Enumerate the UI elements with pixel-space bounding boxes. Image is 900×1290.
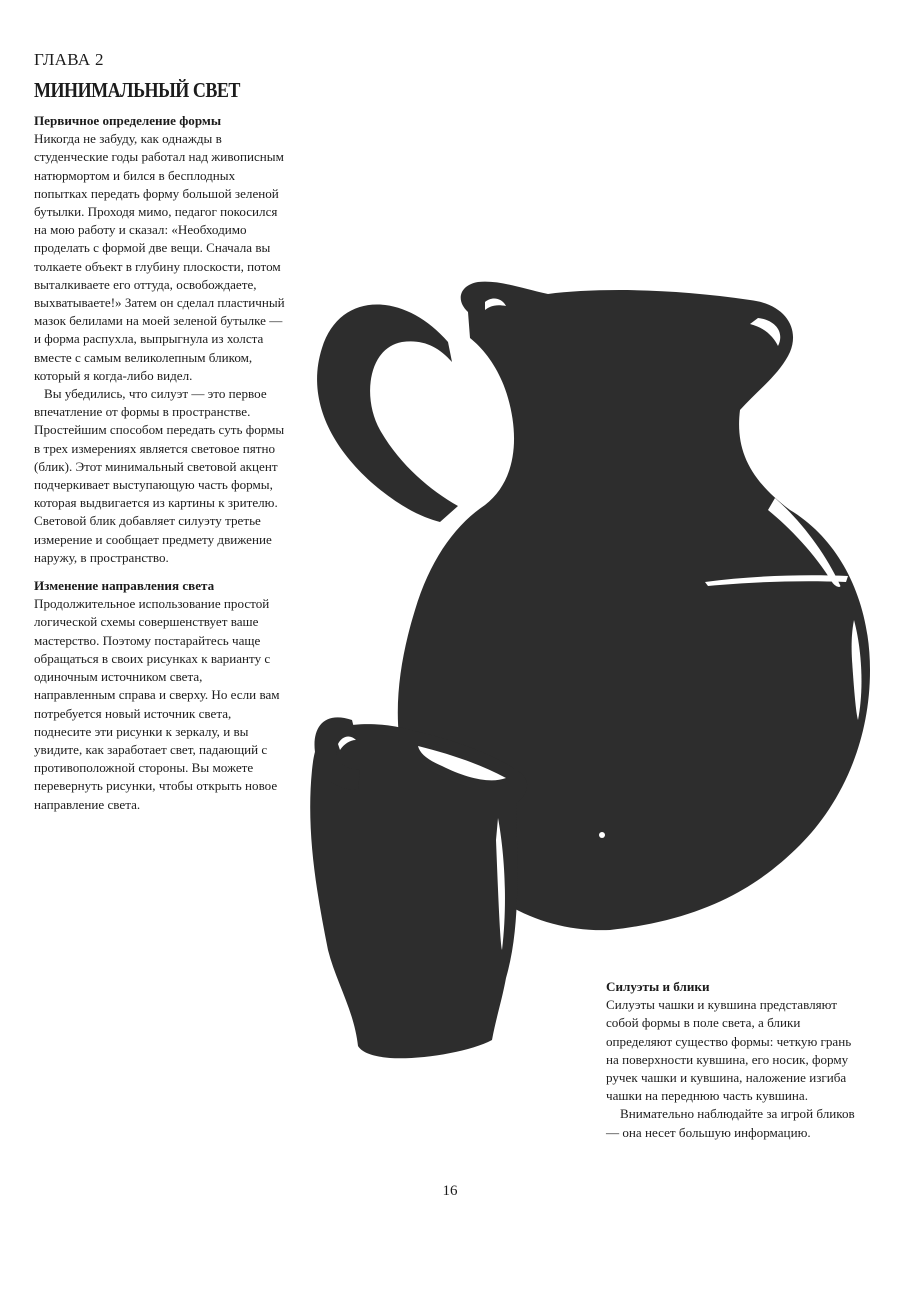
caption-heading: Силуэты и блики bbox=[606, 979, 710, 994]
silhouette-group bbox=[310, 282, 870, 1059]
paragraph-form-2: Вы убедились, что силуэт — это первое впечатление от формы в пространстве. Простейшим способом передать суть формы в трех измерениях является световое пятно (блик). Этот минимальный световой акцент подчеркивает выступающую часть формы, которая выдвигается из картины к зрителю. Световой блик добавляет силуэту третье измерение и сообщает предмету движение наружу, в пространство. bbox=[34, 386, 285, 565]
caption-paragraph-1: Силуэты чашки и кувшина представляют собой формы в поле света, а блики определяют существо формы: четкую грань на поверхности кувшина, его носик, форму ручек чашки и кувшина, наложение изгиба чашки на переднюю часть кувшина. bbox=[606, 997, 852, 1104]
body-dot-highlight bbox=[599, 832, 605, 838]
chapter-title: МИНИМАЛЬНЫЙ СВЕТ bbox=[34, 78, 240, 102]
jug-handle bbox=[317, 304, 458, 522]
main-text-column bbox=[34, 112, 286, 814]
paragraph-light-direction: Продолжительное использование простой логической схемы совершенствует ваше мастерство. Поэтому постарайтесь чаще обращаться в своих рисунках к варианту с одиночным источником света, направленным справа и сверху. Но если вам потребуется новый источник света, поднесите эти рисунки к зеркалу, и вы увидите, как заработает свет, падающий с противоположной стороны. Вы можете перевернуть рисунки, чтобы открыть новое направление света. bbox=[34, 596, 280, 812]
section-heading-form: Первичное определение формы bbox=[34, 113, 222, 128]
paragraph-form-1: Никогда не забуду, как однажды в студенческие годы работал над живописным натюрмортом и бился в бесплодных попытках передать форму большой зеленой бутылки. Проходя мимо, педагог покосился на мою работу и сказал: «Необходимо проделать с формой две вещи. Сначала вы толкаете объект в глубину плоскости, потом выталкиваете его оттуда, освобождаете, выхватываете!» Затем он сделал пластичный мазок белилами на моей зеленой бутылке — и форма распухла, выпрыгнула из холста вместе с самым великолепным бликом, который я когда-либо видел. bbox=[34, 131, 285, 383]
jug-and-cup-illustration bbox=[280, 270, 900, 1080]
caption-paragraph-2: Внимательно наблюдайте за игрой бликов — она несет большую информацию. bbox=[606, 1106, 855, 1140]
section-heading-light-direction: Изменение направления света bbox=[34, 578, 215, 594]
chapter-label: ГЛАВА 2 bbox=[34, 50, 104, 69]
illustration-caption bbox=[606, 978, 864, 1142]
page-number: 16 bbox=[442, 1183, 458, 1199]
